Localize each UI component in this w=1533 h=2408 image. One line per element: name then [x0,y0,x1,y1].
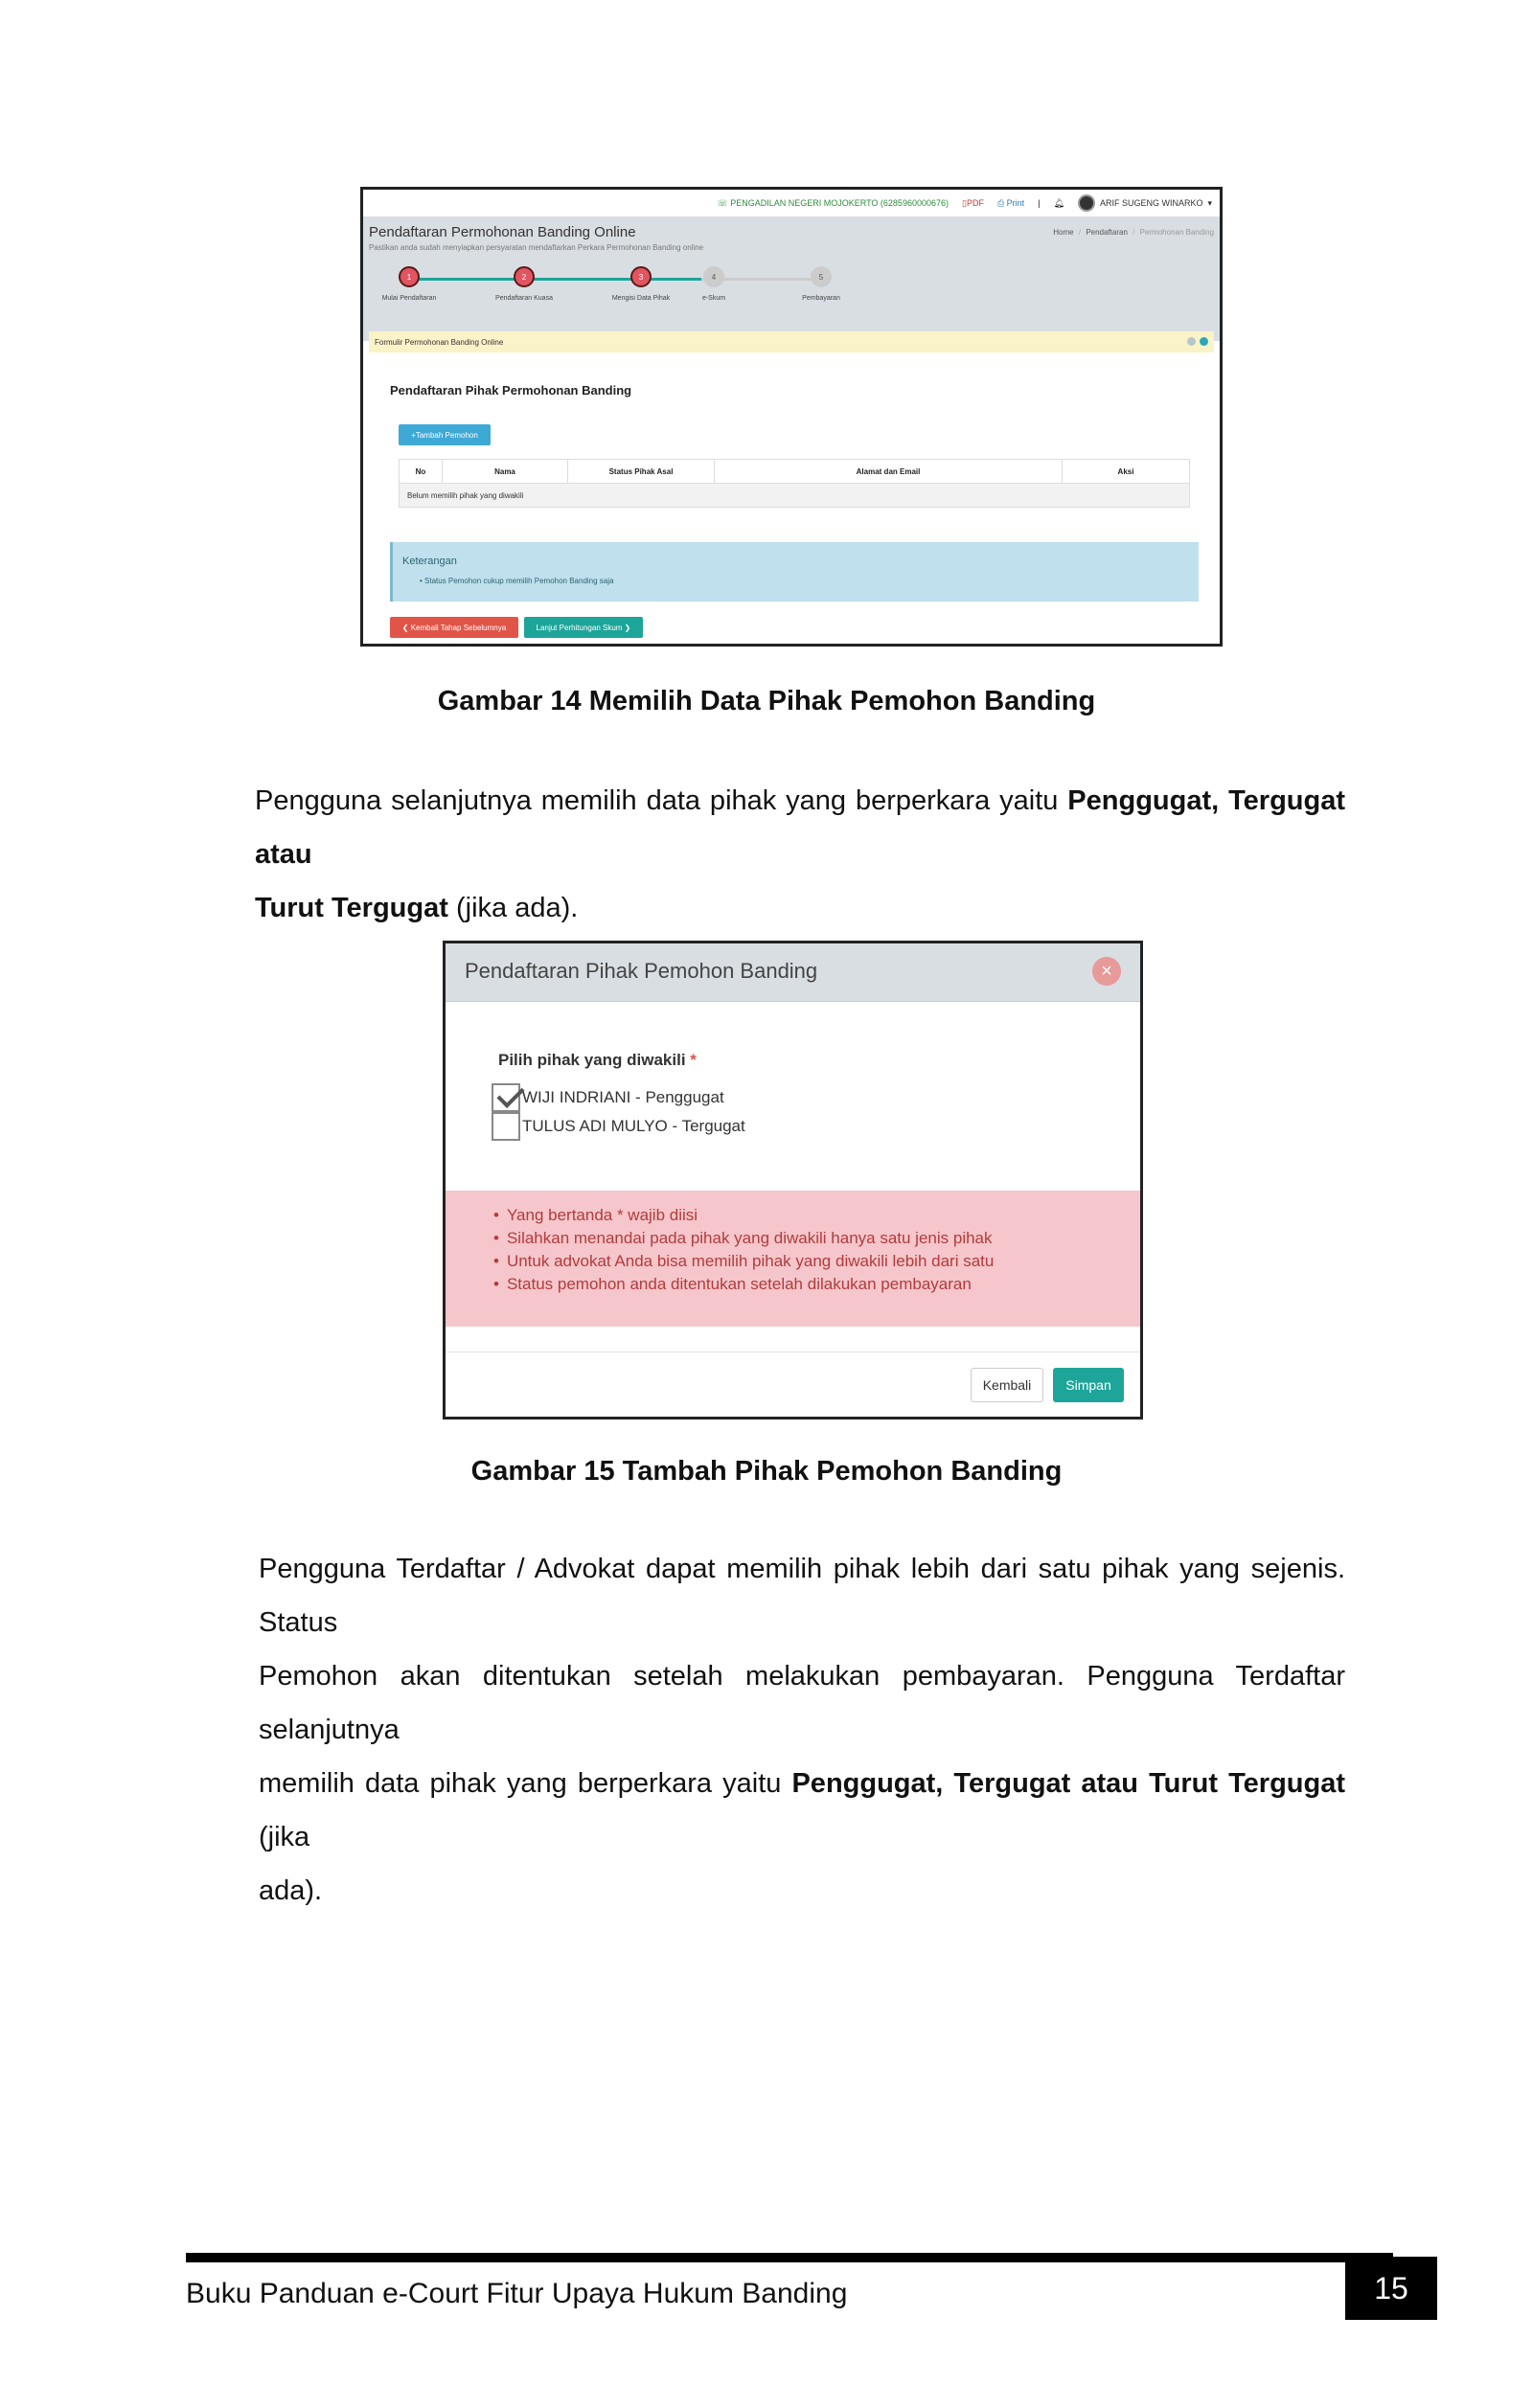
option-label: TULUS ADI MULYO - Tergugat [522,1117,745,1135]
pdf-label: PDF [966,197,984,208]
breadcrumb-separator: / [1133,228,1135,237]
breadcrumb-current: Permohonan Banding [1139,228,1214,237]
column-header: Alamat dan Email [715,460,1063,484]
progress-steps [363,266,938,314]
paragraph-2-line-4: ada). [259,1875,323,1906]
step-label: Pembayaran [802,295,840,302]
close-icon[interactable]: × [1092,957,1121,986]
user-name: ARIF SUGENG WINARKO [1099,198,1203,208]
paragraph-2-line-2: Pemohon akan ditentukan setelah melakukan pembayaran. Pengguna Terdaftar selanjutnya [259,1661,1345,1745]
step-1 [381,266,437,302]
column-header: Nama [443,460,568,484]
step-dot: 5 [811,266,832,287]
party-select-label [498,1051,697,1070]
paragraph-1 [255,774,1345,935]
table-header-row [400,460,1190,484]
required-mark: * [690,1051,697,1069]
step-dot: 4 [703,266,724,287]
figure-14-screenshot [360,187,1223,647]
info-item-text: Status Pemohon cukup memilih Pemohon Banding saja [424,577,614,585]
paragraph-2-line-1: Pengguna Terdaftar / Advokat dapat memilih pihak lebih dari satu pihak yang sejenis. Status [259,1554,1345,1638]
navbar-separator: | [1038,198,1041,208]
empty-row-message: Belum memilih pihak yang diwakili [400,484,1190,508]
column-header: No [400,460,443,484]
step-label: e-Skum [701,295,726,302]
section-title: Pendaftaran Pihak Permohonan Banding [390,383,632,398]
back-step-button[interactable]: ❮ Kembali Tahap Sebelumnya [390,617,518,638]
page-title: Pendaftaran Permohonan Banding Online [369,224,636,240]
next-step-button[interactable]: Lanjut Perhitungan Skum ❯ [524,617,643,638]
user-menu[interactable] [1078,194,1212,212]
figure-15-screenshot [443,941,1143,1420]
breadcrumb-separator: / [1078,228,1082,237]
list-item: • Silahkan menandai pada pihak yang diwakili hanya satu jenis pihak [493,1227,994,1250]
breadcrumb [1053,228,1214,237]
text-run: memilih data pihak yang berperkara yaitu [259,1768,792,1799]
footer-rule [186,2253,1393,2262]
breadcrumb-home[interactable]: Home [1053,228,1074,237]
print-label: Print [1006,197,1025,208]
print-icon: ⎙ [996,197,1005,208]
option-label: WIJI INDRIANI - Penggugat [522,1088,724,1106]
text-run: (jika ada). [447,893,579,923]
step-label: Mengisi Data Pihak [611,295,671,302]
text-run: Pengguna selanjutnya memilih data pihak yang berperkara yaitu [255,785,1068,816]
notes-list [493,1204,994,1296]
info-box [390,542,1199,602]
cancel-button[interactable]: Kembali [971,1368,1043,1402]
step-2 [495,266,553,302]
column-header: Aksi [1063,460,1190,484]
breadcrumb-pendaftaran[interactable]: Pendaftaran [1086,228,1128,237]
list-item: • Yang bertanda * wajib diisi [493,1204,994,1227]
bold-run: Penggugat, Tergugat atau Turut Tergugat [791,1768,1345,1799]
pdf-link[interactable] [962,198,984,209]
label-text: Pilih pihak yang diwakili [498,1051,686,1069]
form-title-bar [369,331,1214,352]
list-item: • Untuk advokat Anda bisa memilih pihak yang diwakili lebih dari satu [493,1250,994,1273]
print-link[interactable] [997,198,1024,209]
text-run: (jika [259,1822,310,1852]
chevron-down-icon: ▾ [1207,197,1212,208]
info-item: • Status Pemohon cukup memilih Pemohon Banding saja [420,577,614,585]
step-label: Pendaftaran Kuasa [495,295,553,302]
paragraph-2 [259,1542,1345,1918]
bold-run: Turut Tergugat [255,893,448,923]
info-title: Keterangan [402,556,457,567]
paragraph-1-line-2 [255,881,1345,935]
court-name: PENGADILAN NEGERI MOJOKERTO (6285960000676) [730,197,949,208]
applicant-table [399,459,1190,508]
step-dot: 3 [630,266,652,287]
table-row [400,484,1190,508]
bell-icon[interactable]: 🔔︎ [1053,197,1064,208]
court-link[interactable]: ☏ PENGADILAN NEGERI MOJOKERTO (6285960000676) [717,197,949,208]
step-label: Mulai Pendaftaran [381,295,437,302]
page-subtitle: Pastikan anda sudah menyiapkan persyaratan mendaftarkan Perkara Permohonan Banding online [369,243,704,252]
step-5 [802,266,840,302]
form-title: Formulir Permohonan Banding Online [375,337,504,347]
paragraph-1-line-1 [255,774,1345,881]
avatar [1078,194,1095,212]
bold-run: Penggugat, Tergugat atau [255,785,1345,870]
column-header: Status Pihak Asal [568,460,715,484]
figure-15-caption: Gambar 15 Tambah Pihak Pemohon Banding [470,1456,1063,1487]
checkbox-unchecked[interactable] [492,1112,520,1141]
checkbox-checked[interactable] [492,1083,520,1112]
step-dot: 1 [399,266,420,287]
top-navbar [363,190,1220,217]
party-option-1[interactable] [492,1083,724,1112]
footer-title: Buku Panduan e-Court Fitur Upaya Hukum Banding [186,2278,848,2309]
step-4 [701,266,726,302]
party-option-2[interactable] [492,1112,745,1141]
refresh-icon[interactable] [1200,337,1208,346]
save-button[interactable]: Simpan [1053,1368,1124,1402]
figure-14-caption: Gambar 14 Memilih Data Pihak Pemohon Banding [437,686,1096,716]
page-header [363,216,1220,341]
page-number: 15 [1345,2257,1437,2320]
modal-title: Pendaftaran Pihak Pemohon Banding [465,959,818,983]
step-dot: 2 [514,266,535,287]
modal-header [446,943,1140,1002]
pdf-icon: ▯ [961,197,967,208]
panel-tools [1187,337,1208,346]
list-item: • Status pemohon anda ditentukan setelah dilakukan pembayaran [493,1273,994,1296]
notes-box [446,1191,1140,1327]
add-applicant-button[interactable]: +Tambah Pemohon [399,424,491,445]
paragraph-2-line-3 [259,1757,1345,1864]
step-3 [611,266,671,302]
minimize-icon[interactable] [1187,337,1196,346]
